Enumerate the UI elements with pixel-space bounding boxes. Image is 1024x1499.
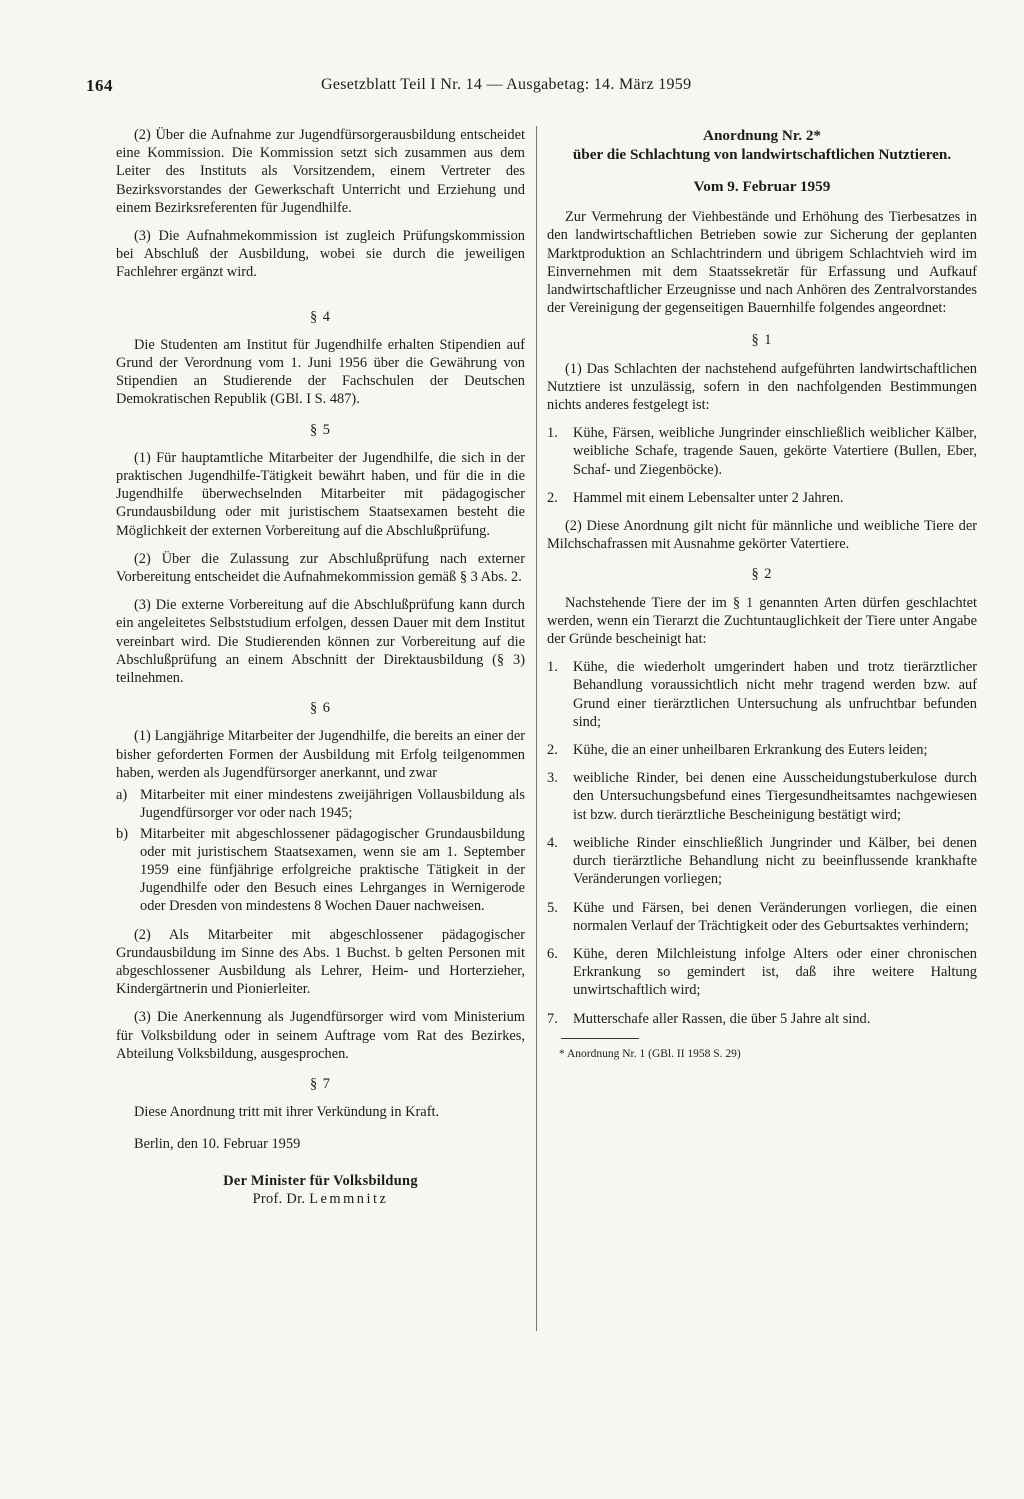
list-item [547,945,977,1000]
paragraph: Zur Vermehrung der Viehbestände und Erhöhung des Tierbesatzes in den landwirtschaftlichen Betrieben sowie zur Sicherung der geplanten Marktproduktion an Schlachtrindern und übrigem Schlachtvieh wird im Einvernehmen mit dem Staatssekretär für Erfassung und Aufkauf landwirtschaftlicher Erzeugnisse und nach Anhören des Zentralvorstandes der Vereinigung der gegenseitigen Bauernhilfe folgendes angeordnet: [547,209,977,317]
paragraph: (2) Über die Zulassung zur Abschlußprüfung nach externer Vorbereitung entscheidet die Aufnahmekommission gemäß § 3 Abs. 2. [116,550,525,586]
section-heading: § 1 [751,332,773,349]
list-item-label: 6. [547,945,558,962]
paragraph: (2) Über die Aufnahme zur Jugendfürsorgerausbildung entscheidet eine Kommission. Die Kommission setzt sich zusammen aus dem Leiter des Instituts als Vorsitzendem, einem Vertreter des Bezirksvorstandes der Gewerkschaft Unterricht und Erziehung und einem Bezirksreferenten für Jugendhilfe. [116,127,525,216]
ordinance-title-line2: über die Schlachtung von landwirtschaftlichen Nutztieren. [572,146,952,163]
list-item-label: 5. [547,899,558,916]
list-item [547,741,977,759]
ordinance-title [547,126,977,164]
list-item [547,1010,977,1028]
list-item-label: 1. [547,659,558,676]
list-item [547,424,977,479]
section-heading: § 4 [310,308,331,325]
list-item-text: Kühe, deren Milchleistung infolge Alters oder einer chronischen Erkrankung so gemindert ist, daß ihre weitere Haltung unwirtschaftlich wird; [573,945,977,999]
paragraph: (2) Diese Anordnung gilt nicht für männliche und weibliche Tiere der Milchschafrassen mit Ausnahme gekörter Vatertiere. [547,518,977,553]
place-date: Berlin, den 10. Februar 1959 [134,1136,301,1153]
paragraph: (3) Die Aufnahmekommission ist zugleich Prüfungskommission bei Abschluß der Ausbildung, wobei sie durch die jeweiligen Fachlehrer ergänzt wird. [116,228,525,281]
header-title: Gesetzblatt Teil I Nr. 14 — Ausgabetag: 14. März 1959 [321,76,692,93]
list-item-label: 4. [547,834,558,851]
list-item-text: weibliche Rinder, bei denen eine Ausscheidungstuberkulose durch den Untersuchungsbefund eines Tiergesundheitsamtes nachgewiesen ist bzw. durch tierärztliche Bescheinigung bestätigt wird; [573,770,977,823]
signoff-title: Der Minister für Volksbildung [223,1172,418,1189]
list-item [116,786,525,822]
list-item [547,769,977,824]
column-divider [536,126,537,1331]
list-item-label: 1. [547,425,558,442]
left-column [116,126,525,1208]
section-heading: § 5 [310,421,331,438]
list-item [547,834,977,889]
paragraph: (3) Die externe Vorbereitung auf die Abschlußprüfung kann durch ein angeleitetes Selbststudium erfolgen, dessen Dauer mit dem Institut vereinbart wird. Die Studierenden können zur Vorbereitung auf die Abschlußprüfung an einem Abschnitt der Direktausbildung (§ 3) teilnehmen. [116,597,525,687]
list-item-text: Kühe, Färsen, weibliche Jungrinder einschließlich weiblicher Kälber, weibliche Schafe, tragende Sauen, gekörte Vatertiere (Bullen, Eber, Schaf- und Ziegenböcke). [573,425,977,478]
right-column [547,126,977,1063]
paragraph: (2) Als Mitarbeiter mit abgeschlossener pädagogischer Grundausbildung im Sinne des Abs. 1 Buchst. b gelten Personen mit abgeschlossener Ausbildung als Lehrer, Heim- und Horterzieher, Kindergärtnerin und Pionierleiter. [116,926,525,998]
list-item [547,899,977,935]
list-item-text: Mitarbeiter mit abgeschlossener pädagogischer Grundausbildung oder mit juristischem Staatsexamen, wenn sie am 1. September 1959 eine fünfjährige erfolgreiche praktische Tätigkeit in der Jugendhilfe oder den Besuch eines Lehrganges in Wernigerode oder Dresden von mindestens 8 Wochen Dauer nachweisen. [140,825,525,915]
list-item-label: 2. [547,489,558,506]
signoff-name: Lemmnitz [309,1190,389,1207]
list-item [116,825,525,916]
page-number: 164 [86,76,113,95]
list-item-label: 2. [547,742,558,759]
list-item-label: 3. [547,770,558,787]
paragraph: (1) Langjährige Mitarbeiter der Jugendhilfe, die bereits an einer der bisher geforderten Formen der Ausbildung mit Erfolg teilgenommen haben, werden als Jugendfürsorger anerkannt, und zwar [116,728,525,781]
list-item-label: b) [116,825,128,842]
paragraph: (3) Die Anerkennung als Jugendfürsorger wird vom Ministerium für Volksbildung oder in seinem Auftrage vom Rat des Bezirkes, Abteilung Volksbildung, ausgesprochen. [116,1009,525,1062]
paragraph: Die Studenten am Institut für Jugendhilfe erhalten Stipendien auf Grund der Verordnung vom 1. Juni 1956 über die Gewährung von Stipendien an Studierende der Fachschulen der Deutschen Demokratischen Republik (GBl. I S. 487). [116,336,525,408]
list-item-text: Kühe, die an einer unheilbaren Erkrankung des Euters leiden; [573,742,928,759]
signoff-prefix: Prof. Dr. [252,1190,306,1207]
paragraph: (1) Das Schlachten der nachstehend aufgeführten landwirtschaftlichen Nutztiere ist unzulässig, sofern in den nachfolgenden Bestimmungen nichts anderes festgelegt ist: [547,360,977,414]
footnote-rule [561,1038,639,1039]
list-item-text: Kühe, die wiederholt umgerindert haben und trotz tierärztlicher Behandlung voraussichtlich nicht mehr tragend werden bzw. auf Grund einer tierärztlichen Untersuchung als unfruchtbar befunden sind; [573,659,977,730]
list-item-text: Hammel mit einem Lebensalter unter 2 Jahren. [573,489,844,506]
list-item-text: weibliche Rinder einschließlich Jungrinder und Kälber, bei denen durch tierärztliche Behandlung nicht zu beeinflussende krankhafte Veränderungen vorliegen; [573,834,977,888]
list-item-text: Mitarbeiter mit einer mindestens zweijährigen Vollausbildung als Jugendfürsorger vor oder nach 1945; [140,787,525,822]
footnote: * Anordnung Nr. 1 (GBl. II 1958 S. 29) [559,1047,741,1060]
signoff-name-line [116,1190,525,1208]
paragraph: Diese Anordnung tritt mit ihrer Verkündung in Kraft. [134,1104,440,1121]
list-item-label: a) [116,787,128,804]
section-heading: § 6 [310,700,331,717]
paragraph: (1) Für hauptamtliche Mitarbeiter der Jugendhilfe, die sich in der praktischen Jugendhilfe-Tätigkeit bewährt haben, und für die in die Jugendhilfe überwechselnden Mitarbeiter mit pädagogischer Grundausbildung oder mit juristischem Staatsexamen besteht die Möglichkeit der externen Vorbereitung auf die Abschlußprüfung. [116,449,525,539]
section-heading: § 7 [310,1075,331,1092]
list-item [547,489,977,507]
list-item [547,658,977,731]
list-item-text: Mutterschafe aller Rassen, die über 5 Jahre alt sind. [573,1010,871,1027]
list-item-label: 7. [547,1010,558,1027]
ordinance-title-line1: Anordnung Nr. 2* [702,127,822,144]
ordinance-date: Vom 9. Februar 1959 [693,178,831,195]
page-header [86,76,766,104]
section-heading: § 2 [751,566,773,583]
paragraph: Nachstehende Tiere der im § 1 genannten Arten dürfen geschlachtet werden, wenn ein Tierarzt die Zuchtuntauglichkeit der Tiere unter Angabe der Gründe bescheinigt hat: [547,594,977,648]
list-item-text: Kühe und Färsen, bei denen Veränderungen vorliegen, die einen normalen Verlauf der Trächtigkeit oder des Geburtsaktes verhindern; [573,899,977,934]
